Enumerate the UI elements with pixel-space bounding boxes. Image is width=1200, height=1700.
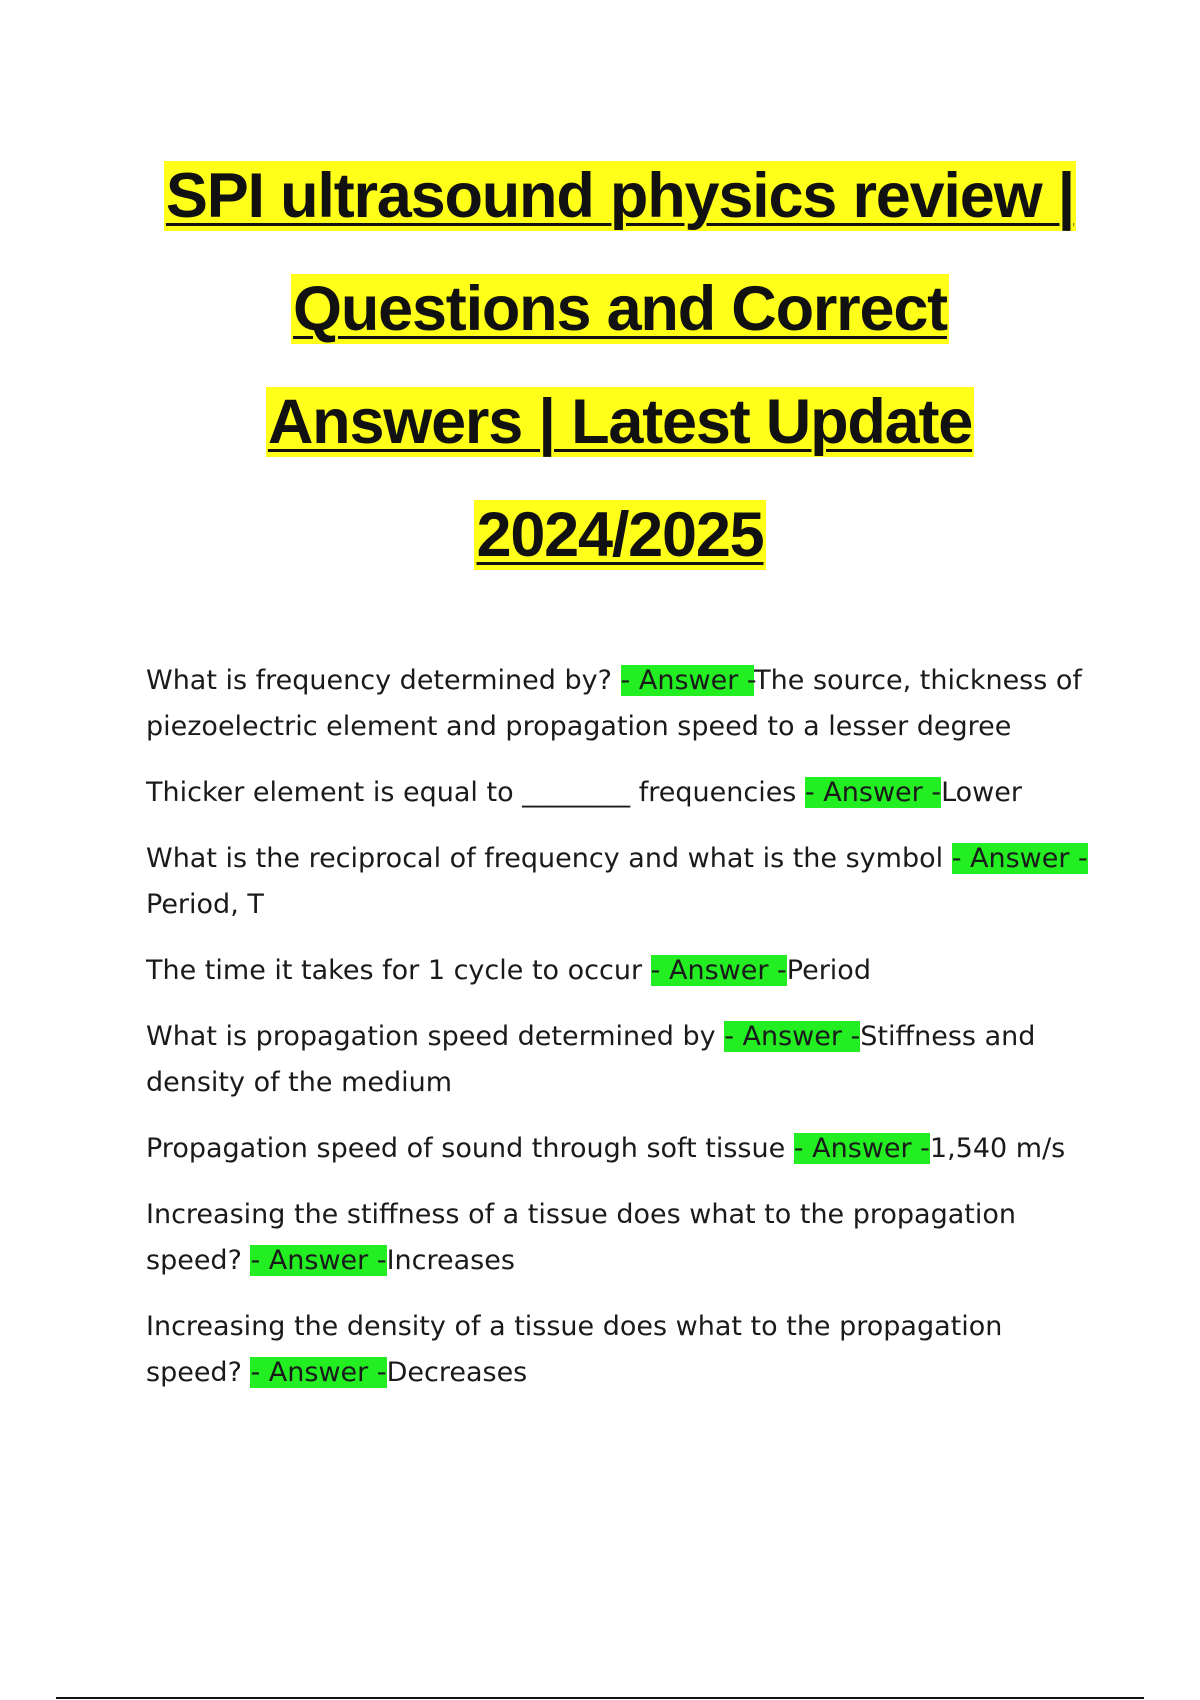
- answer-marker: - Answer -: [650, 955, 787, 986]
- qa-item: [146, 770, 1106, 816]
- answer-text: Period, T: [146, 889, 264, 920]
- answer-text: Stiffness and density of the medium: [146, 1021, 1036, 1098]
- answer-marker: - Answer -: [620, 665, 755, 696]
- question-text: The time it takes for 1 cycle to occur: [146, 955, 651, 986]
- question-text: Increasing the stiffness of a tissue does what to the propagation speed?: [146, 1199, 1016, 1276]
- title-line-text: Answers | Latest Update: [267, 387, 973, 457]
- qa-list: [146, 658, 1106, 1416]
- answer-marker: - Answer -: [724, 1021, 861, 1052]
- title-line: [100, 366, 1140, 479]
- answer-text: Lower: [941, 777, 1022, 808]
- question-text: Increasing the density of a tissue does what to the propagation speed?: [146, 1311, 1003, 1388]
- qa-item: [146, 1126, 1106, 1172]
- title-line-text: SPI ultrasound physics review |: [165, 161, 1075, 231]
- answer-marker: - Answer -: [250, 1357, 387, 1388]
- qa-item: [146, 948, 1106, 994]
- footer-divider: [56, 1697, 1144, 1699]
- question-text: Thicker element is equal to ________ frequencies: [146, 777, 805, 808]
- title-line: [100, 253, 1140, 366]
- qa-item: [146, 1014, 1106, 1106]
- title-line: [100, 479, 1140, 592]
- question-text: What is the reciprocal of frequency and what is the symbol: [146, 843, 952, 874]
- qa-item: [146, 1304, 1106, 1396]
- answer-text: Increases: [386, 1245, 515, 1276]
- qa-item: [146, 1192, 1106, 1284]
- qa-item: [146, 836, 1106, 928]
- answer-marker: - Answer -: [951, 843, 1088, 874]
- answer-text: The source, thickness of piezoelectric element and propagation speed to a lesser degree: [146, 665, 1082, 742]
- answer-text: Period: [786, 955, 871, 986]
- qa-item: [146, 658, 1106, 750]
- question-text: Propagation speed of sound through soft tissue: [146, 1133, 794, 1164]
- title-line-text: Questions and Correct: [293, 274, 947, 344]
- answer-text: Decreases: [386, 1357, 528, 1388]
- answer-marker: - Answer -: [250, 1245, 387, 1276]
- document-title: [100, 140, 1140, 592]
- question-text: What is propagation speed determined by: [146, 1021, 725, 1052]
- answer-marker: - Answer -: [804, 777, 942, 808]
- answer-marker: - Answer -: [793, 1133, 930, 1164]
- question-text: What is frequency determined by?: [146, 665, 621, 696]
- answer-text: 1,540 m/s: [929, 1133, 1066, 1164]
- title-line: [100, 140, 1140, 253]
- title-line-text: 2024/2025: [476, 500, 764, 570]
